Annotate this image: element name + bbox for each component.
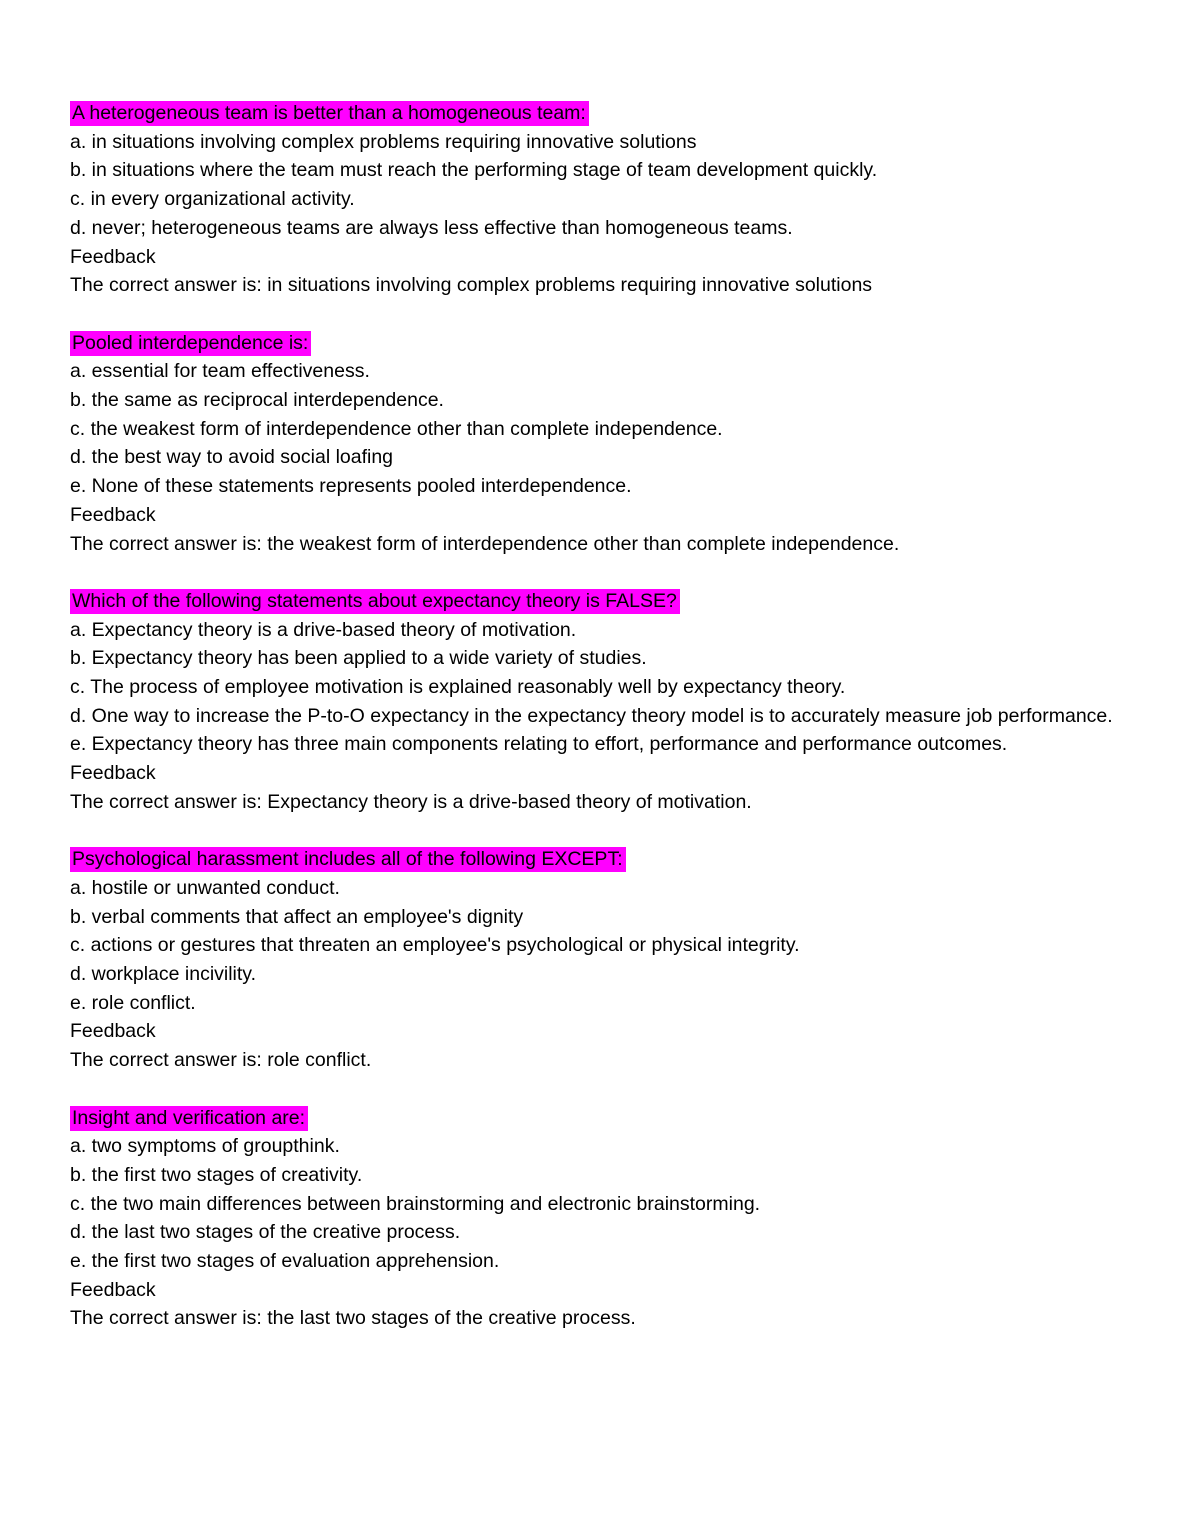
answer-option: b. the same as reciprocal interdependence.: [70, 389, 444, 412]
question-title-line: [70, 329, 1132, 358]
question-title-line: [70, 587, 1132, 616]
question-title-highlight: Insight and verification are:: [70, 1106, 308, 1131]
correct-answer-text: The correct answer is: role conflict.: [70, 1049, 372, 1072]
answer-option: a. two symptoms of groupthink.: [70, 1135, 340, 1158]
question-block: [70, 845, 1132, 1075]
feedback-label: Feedback: [70, 1020, 156, 1043]
answer-option: d. the last two stages of the creative process.: [70, 1221, 461, 1244]
question-title-line: [70, 1104, 1132, 1133]
correct-answer-text: The correct answer is: the weakest form of interdependence other than complete independence.: [70, 532, 900, 555]
answer-option: b. in situations where the team must reach the performing stage of team development quickly.: [70, 159, 878, 182]
answer-option: e. role conflict.: [70, 991, 196, 1014]
answer-option: d. never; heterogeneous teams are always less effective than homogeneous teams.: [70, 216, 793, 239]
answer-option: e. the first two stages of evaluation apprehension.: [70, 1250, 500, 1273]
answer-option: d. the best way to avoid social loafing: [70, 446, 394, 469]
answer-option: a. Expectancy theory is a drive-based theory of motivation.: [70, 618, 577, 641]
correct-answer-text: The correct answer is: in situations involving complex problems requiring innovative solutions: [70, 274, 873, 297]
answer-option: e. None of these statements represents pooled interdependence.: [70, 475, 632, 498]
answer-option: d. One way to increase the P-to-O expectancy in the expectancy theory model is to accurately measure job performance.: [70, 704, 1113, 727]
answer-option: c. the weakest form of interdependence other than complete independence.: [70, 417, 723, 440]
answer-option: c. the two main differences between brainstorming and electronic brainstorming.: [70, 1192, 761, 1215]
answer-option: e. Expectancy theory has three main components relating to effort, performance and performance outcomes.: [70, 733, 1008, 756]
feedback-label: Feedback: [70, 1278, 156, 1301]
feedback-label: Feedback: [70, 503, 156, 526]
question-block: [70, 587, 1132, 817]
question-title-highlight: Psychological harassment includes all of the following EXCEPT:: [70, 847, 626, 872]
question-title-highlight: A heterogeneous team is better than a homogeneous team:: [70, 101, 589, 126]
question-block: [70, 1104, 1132, 1334]
answer-option: a. in situations involving complex problems requiring innovative solutions: [70, 130, 697, 153]
answer-option: c. The process of employee motivation is explained reasonably well by expectancy theory.: [70, 676, 846, 699]
answer-option: b. the first two stages of creativity.: [70, 1163, 363, 1186]
correct-answer-text: The correct answer is: Expectancy theory is a drive-based theory of motivation.: [70, 790, 752, 813]
question-title-line: [70, 99, 1132, 128]
answer-option: a. hostile or unwanted conduct.: [70, 876, 340, 899]
question-title-highlight: Pooled interdependence is:: [70, 331, 311, 356]
correct-answer-text: The correct answer is: the last two stages of the creative process.: [70, 1307, 636, 1330]
feedback-label: Feedback: [70, 245, 156, 268]
answer-option: c. actions or gestures that threaten an employee's psychological or physical integrity.: [70, 934, 800, 957]
answer-option: d. workplace incivility.: [70, 963, 257, 986]
answer-option: b. verbal comments that affect an employee's dignity: [70, 905, 524, 928]
answer-option: a. essential for team effectiveness.: [70, 360, 370, 383]
answer-option: c. in every organizational activity.: [70, 188, 355, 211]
question-title-highlight: Which of the following statements about expectancy theory is FALSE?: [70, 589, 680, 614]
question-title-line: [70, 845, 1132, 874]
question-block: [70, 99, 1132, 300]
question-block: [70, 329, 1132, 559]
feedback-label: Feedback: [70, 762, 156, 785]
answer-option: b. Expectancy theory has been applied to a wide variety of studies.: [70, 647, 647, 670]
